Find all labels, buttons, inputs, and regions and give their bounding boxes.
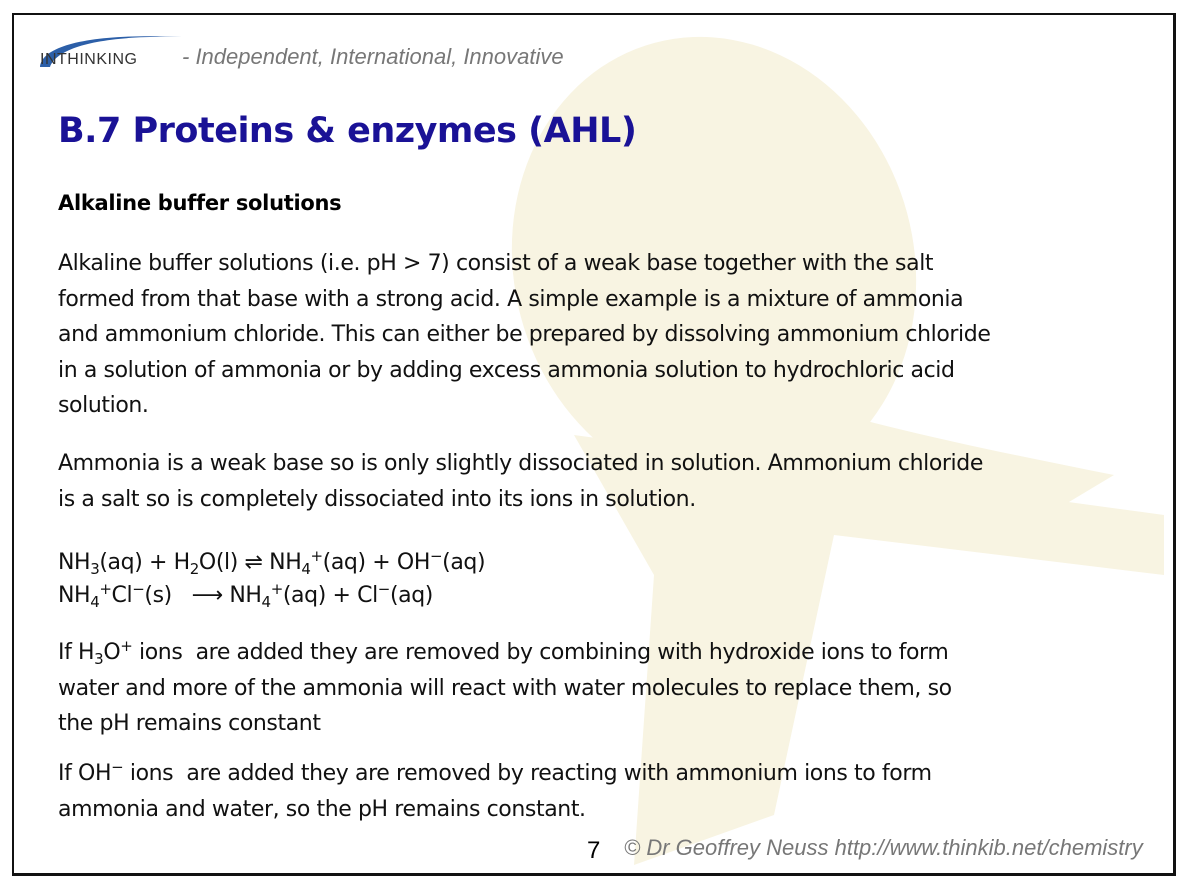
eq-text: O(l) <box>198 550 245 575</box>
subscript: 3 <box>94 650 104 668</box>
text-line: Alkaline buffer solutions (i.e. pH > 7) consist of a weak base together with the salt <box>58 251 934 276</box>
text-span: ions are added they are removed by combining with hydroxide ions to form <box>132 640 949 665</box>
copyright-text: © Dr Geoffrey Neuss http://www.thinkib.net/chemistry <box>624 835 1143 860</box>
logo-text: INTHINKING <box>40 51 138 68</box>
paragraph-base-added <box>58 756 1138 827</box>
eq-subscript: 3 <box>90 560 100 578</box>
equation-ammonia-equilibrium <box>58 547 486 578</box>
eq-text: NH <box>262 550 302 575</box>
eq-superscript: − <box>377 580 390 598</box>
paragraph-dissociation <box>58 446 1138 517</box>
eq-text: (aq) + OH <box>322 550 430 575</box>
eq-text: Cl <box>111 583 133 608</box>
eq-subscript: 4 <box>90 593 100 611</box>
eq-superscript: + <box>270 580 283 598</box>
text-line <box>58 635 1138 671</box>
superscript: − <box>111 758 124 776</box>
text-line: solution. <box>58 393 149 418</box>
eq-text: NH <box>222 583 262 608</box>
eq-text: (aq) <box>442 550 486 575</box>
eq-text: (aq) <box>389 583 433 608</box>
eq-subscript: 2 <box>189 560 199 578</box>
eq-subscript: 4 <box>261 593 271 611</box>
paragraph-acid-added <box>58 635 1138 742</box>
text-line: ammonia and water, so the pH remains constant. <box>58 796 586 822</box>
text-line: water and more of the ammonia will react with water molecules to replace them, so <box>58 675 952 701</box>
text-line: and ammonium chloride. This can either be prepared by dissolving ammonium chloride <box>58 322 991 347</box>
text-span: ions are added they are removed by reacting with ammonium ions to form <box>123 761 932 786</box>
eq-text: (aq) + Cl <box>282 583 378 608</box>
eq-text: NH <box>58 550 91 575</box>
page-title: B.7 Proteins & enzymes (AHL) <box>58 111 637 151</box>
text-line: is a salt so is completely dissociated into its ions in solution. <box>58 486 696 512</box>
eq-text: NH <box>58 583 91 608</box>
text-line <box>58 756 1138 792</box>
section-subtitle: Alkaline buffer solutions <box>58 191 342 215</box>
paragraph-intro <box>58 246 1138 424</box>
eq-text: (s) <box>144 583 192 608</box>
slide <box>12 13 1176 876</box>
text-line: formed from that base with a strong acid. A simple example is a mixture of ammonia <box>58 286 964 312</box>
equilibrium-arrow-icon: ⇌ <box>244 550 263 575</box>
text-span: If H <box>58 640 95 665</box>
text-line: in a solution of ammonia or by adding excess ammonia solution to hydrochloric acid <box>58 357 955 383</box>
reaction-arrow-icon: ⟶ <box>191 583 223 608</box>
eq-superscript: − <box>429 547 443 565</box>
eq-superscript: + <box>99 580 112 598</box>
header-tagline: - Independent, International, Innovative <box>182 44 564 69</box>
text-span: O <box>103 640 121 665</box>
text-line: the pH remains constant <box>58 711 321 736</box>
eq-superscript: + <box>310 547 323 565</box>
text-span: If OH <box>58 761 112 786</box>
page-number: 7 <box>587 837 601 864</box>
eq-superscript: − <box>132 580 145 598</box>
superscript: + <box>120 637 133 655</box>
equation-ammonium-chloride <box>58 580 433 611</box>
text-line: Ammonia is a weak base so is only slightly dissociated in solution. Ammonium chloride <box>58 451 983 476</box>
eq-subscript: 4 <box>301 560 311 578</box>
eq-text: (aq) + H <box>99 550 190 575</box>
